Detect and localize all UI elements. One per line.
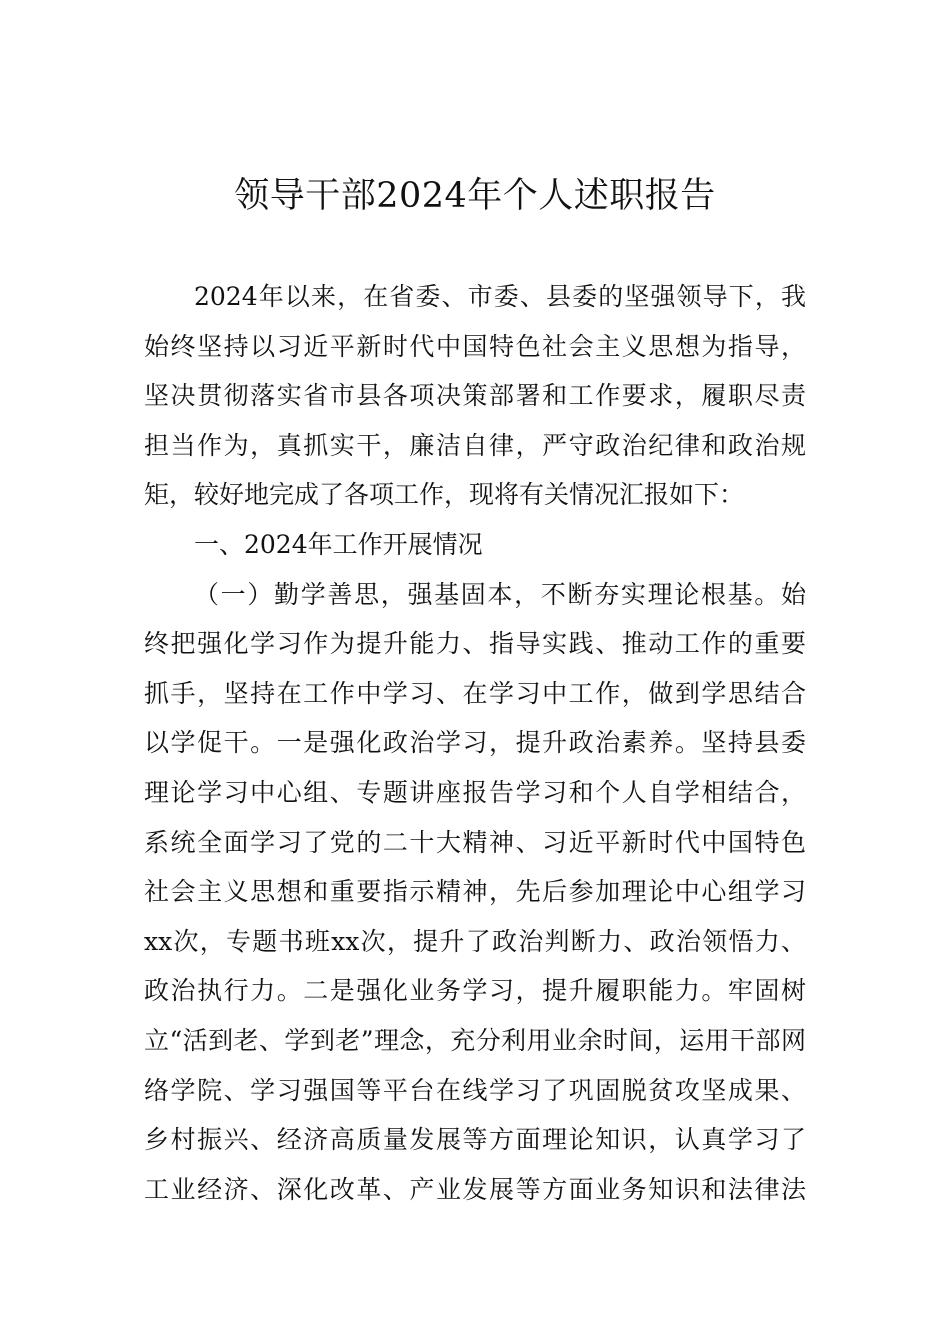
body-text-line: 乡村振兴、经济高质量发展等方面理论知识，认真学习了 xyxy=(144,1125,806,1155)
body-text-line: 系统全面学习了党的二十大精神、习近平新时代中国特色 xyxy=(144,827,806,857)
body-text-line: 坚决贯彻落实省市县各项决策部署和工作要求，履职尽责 xyxy=(144,381,806,411)
body-text-line: 政治执行力。二是强化业务学习，提升履职能力。牢固树 xyxy=(144,976,806,1006)
body-text-line: 2024年以来，在省委、市委、县委的坚强领导下，我 xyxy=(194,282,806,311)
body-text-line: 以学促干。一是强化政治学习，提升政治素养。坚持县委 xyxy=(144,728,806,758)
body-text-line: 立“活到老、学到老”理念，充分利用业余时间，运用干部网 xyxy=(144,1025,806,1055)
body-text-line: 一、2024年工作开展情况 xyxy=(194,529,483,559)
body-text-line: 担当作为，真抓实干，廉洁自律，严守政治纪律和政治规 xyxy=(144,430,806,460)
document-title: 领导干部2024年个人述职报告 xyxy=(234,176,716,216)
body-text-line: （一）勤学善思，强基固本，不断夯实理论根基。始 xyxy=(194,579,806,609)
body-text-line: 社会主义思想和重要指示精神，先后参加理论中心组学习 xyxy=(144,877,806,907)
body-text-line: 理论学习中心组、专题讲座报告学习和个人自学相结合， xyxy=(144,777,806,807)
document-body xyxy=(144,272,806,1214)
body-text-line: 工业经济、深化改革、产业发展等方面业务知识和法律法 xyxy=(144,1174,806,1204)
body-text-line: 络学院、学习强国等平台在线学习了巩固脱贫攻坚成果、 xyxy=(144,1075,806,1105)
body-text-line: 终把强化学习作为提升能力、指导实践、推动工作的重要 xyxy=(144,629,806,659)
body-text-line: 始终坚持以习近平新时代中国特色社会主义思想为指导， xyxy=(144,331,806,361)
body-text-line: xx次，专题书班xx次，提升了政治判断力、政治领悟力、 xyxy=(144,926,806,956)
body-text-line: 矩，较好地完成了各项工作，现将有关情况汇报如下： xyxy=(144,480,745,510)
body-text-line: 抓手，坚持在工作中学习、在学习中工作，做到学思结合 xyxy=(144,678,806,708)
